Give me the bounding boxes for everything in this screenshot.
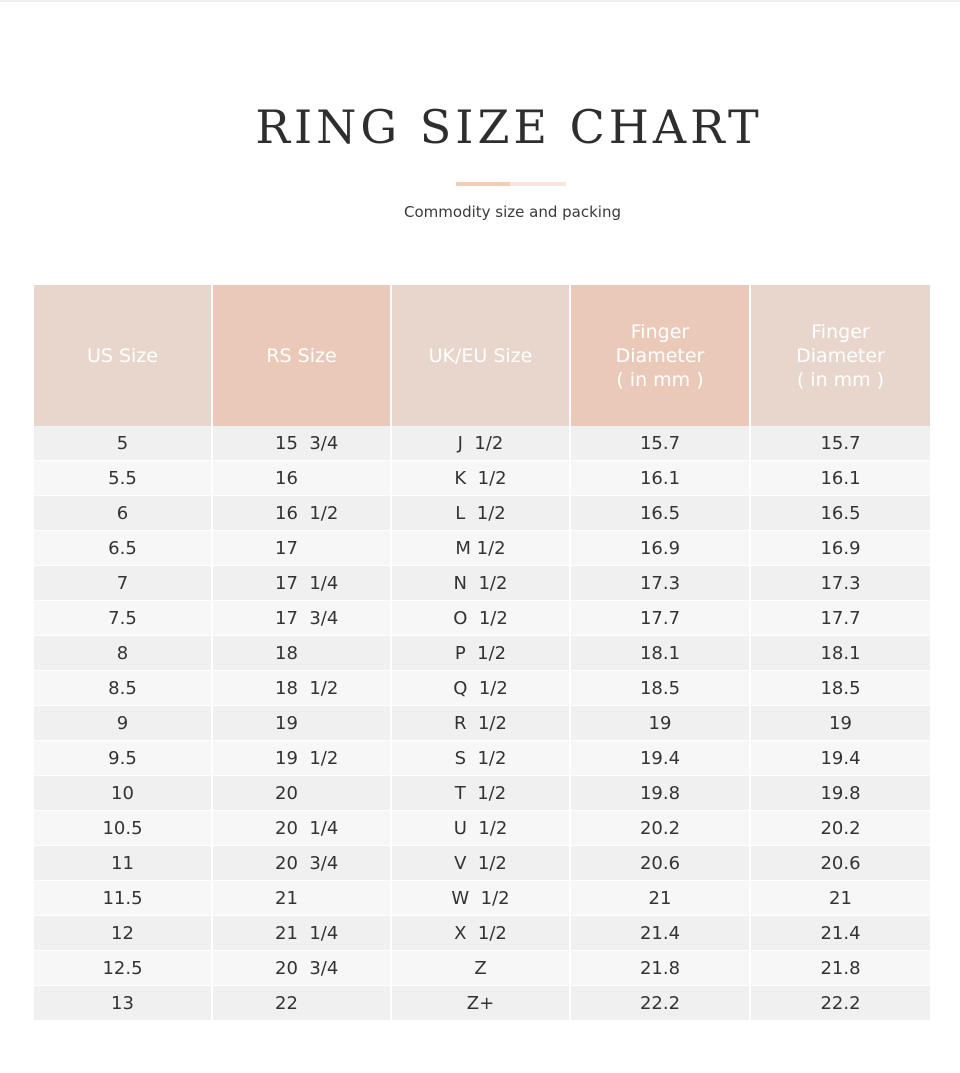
cell-finger-diameter-2 xyxy=(751,426,930,461)
cell-finger-diameter-2 xyxy=(751,846,930,881)
table-row xyxy=(34,986,930,1021)
cell-us-size-value: 10 xyxy=(111,783,134,804)
cell-uk-eu-size xyxy=(392,846,571,881)
cell-finger-diameter-2-value: 20.6 xyxy=(820,853,861,874)
cell-uk-eu-size xyxy=(392,951,571,986)
cell-finger-diameter-2 xyxy=(751,496,930,531)
cell-uk-eu-size-value: W 1/2 xyxy=(451,888,510,909)
cell-uk-eu-size-value: Z+ xyxy=(466,993,495,1014)
cell-uk-eu-size-value: X 1/2 xyxy=(454,923,507,944)
cell-rs-size xyxy=(213,671,392,706)
cell-finger-diameter-1 xyxy=(571,776,751,811)
cell-uk-eu-size-value: Z xyxy=(474,958,487,979)
table-row xyxy=(34,776,930,811)
cell-rs-size-value: 17 xyxy=(275,538,298,559)
cell-finger-diameter-1 xyxy=(571,986,751,1021)
cell-rs-size-value: 20 xyxy=(275,783,298,804)
cell-us-size-value: 9.5 xyxy=(108,748,137,769)
cell-us-size-value: 11 xyxy=(111,853,134,874)
table-row xyxy=(34,671,930,706)
cell-finger-diameter-2-value: 16.5 xyxy=(820,503,861,524)
cell-us-size-value: 12 xyxy=(111,923,134,944)
cell-rs-size-value: 18 xyxy=(275,643,298,664)
cell-rs-size xyxy=(213,531,392,566)
cell-uk-eu-size-value: U 1/2 xyxy=(453,818,508,839)
cell-rs-size-value: 18 1/2 xyxy=(275,678,339,699)
cell-finger-diameter-1 xyxy=(571,916,751,951)
cell-uk-eu-size xyxy=(392,426,571,461)
accent-segment-right xyxy=(510,182,566,186)
cell-rs-size xyxy=(213,986,392,1021)
header-us-size-label: US Size xyxy=(86,344,158,367)
cell-us-size xyxy=(34,601,213,636)
page-subtitle: Commodity size and packing xyxy=(404,203,621,221)
cell-uk-eu-size xyxy=(392,496,571,531)
cell-uk-eu-size xyxy=(392,986,571,1021)
header-finger-diameter-2 xyxy=(751,285,930,426)
cell-uk-eu-size-value: P 1/2 xyxy=(454,643,507,664)
cell-rs-size xyxy=(213,776,392,811)
cell-finger-diameter-1 xyxy=(571,601,751,636)
cell-finger-diameter-2-value: 19.4 xyxy=(820,748,861,769)
cell-rs-size-value: 19 1/2 xyxy=(275,748,339,769)
table-row xyxy=(34,461,930,496)
table-header-row xyxy=(34,285,930,426)
cell-finger-diameter-1-value: 19.8 xyxy=(639,783,681,804)
cell-finger-diameter-1-value: 22.2 xyxy=(639,993,681,1014)
cell-finger-diameter-2-value: 19.8 xyxy=(820,783,861,804)
cell-finger-diameter-2-value: 17.7 xyxy=(820,608,861,629)
cell-finger-diameter-2 xyxy=(751,881,930,916)
cell-rs-size-value: 20 3/4 xyxy=(275,853,339,874)
cell-finger-diameter-1-value: 20.6 xyxy=(639,853,681,874)
cell-uk-eu-size xyxy=(392,671,571,706)
cell-us-size-value: 12.5 xyxy=(102,958,143,979)
cell-us-size xyxy=(34,671,213,706)
cell-uk-eu-size-value: N 1/2 xyxy=(453,573,508,594)
cell-us-size xyxy=(34,741,213,776)
cell-finger-diameter-2 xyxy=(751,531,930,566)
cell-us-size-value: 11.5 xyxy=(102,888,143,909)
cell-rs-size xyxy=(213,426,392,461)
table-row xyxy=(34,916,930,951)
cell-finger-diameter-1 xyxy=(571,671,751,706)
cell-finger-diameter-1 xyxy=(571,846,751,881)
cell-finger-diameter-1-value: 20.2 xyxy=(639,818,681,839)
cell-rs-size-value: 22 xyxy=(275,993,298,1014)
cell-finger-diameter-2 xyxy=(751,951,930,986)
header-finger-diameter-2-line2: Diameter xyxy=(796,344,885,367)
cell-finger-diameter-1-value: 19 xyxy=(648,713,672,734)
cell-finger-diameter-2 xyxy=(751,601,930,636)
cell-uk-eu-size xyxy=(392,601,571,636)
cell-us-size-value: 6 xyxy=(116,503,129,524)
cell-rs-size-value: 20 1/4 xyxy=(275,818,339,839)
cell-finger-diameter-1-value: 21 xyxy=(648,888,672,909)
cell-rs-size xyxy=(213,741,392,776)
cell-us-size xyxy=(34,461,213,496)
cell-finger-diameter-2 xyxy=(751,636,930,671)
cell-uk-eu-size-value: Q 1/2 xyxy=(453,678,508,699)
cell-uk-eu-size-value: T 1/2 xyxy=(454,783,507,804)
cell-rs-size xyxy=(213,916,392,951)
cell-uk-eu-size xyxy=(392,811,571,846)
cell-finger-diameter-2-value: 18.5 xyxy=(820,678,861,699)
table-row xyxy=(34,706,930,741)
table-row xyxy=(34,601,930,636)
header-rs-size xyxy=(213,285,392,426)
cell-finger-diameter-1 xyxy=(571,461,751,496)
cell-finger-diameter-2-value: 16.1 xyxy=(820,468,861,489)
header-finger-diameter-1 xyxy=(571,285,751,426)
header-uk-eu-size-label: UK/EU Size xyxy=(428,344,533,367)
cell-rs-size-value: 21 xyxy=(275,888,298,909)
table-row xyxy=(34,531,930,566)
cell-uk-eu-size xyxy=(392,916,571,951)
table-row xyxy=(34,741,930,776)
cell-rs-size xyxy=(213,951,392,986)
table-row xyxy=(34,636,930,671)
cell-rs-size xyxy=(213,461,392,496)
cell-finger-diameter-1 xyxy=(571,881,751,916)
cell-uk-eu-size-value: R 1/2 xyxy=(454,713,507,734)
header-finger-diameter-2-line1: Finger xyxy=(811,320,870,343)
cell-finger-diameter-2 xyxy=(751,811,930,846)
cell-us-size-value: 8.5 xyxy=(108,678,137,699)
cell-rs-size-value: 21 1/4 xyxy=(275,923,339,944)
cell-finger-diameter-1-value: 15.7 xyxy=(639,433,681,454)
cell-rs-size xyxy=(213,811,392,846)
cell-rs-size-value: 20 3/4 xyxy=(275,958,339,979)
cell-finger-diameter-1-value: 19.4 xyxy=(639,748,681,769)
header-finger-diameter-1-line2: Diameter xyxy=(615,344,705,367)
cell-finger-diameter-1 xyxy=(571,741,751,776)
cell-finger-diameter-1 xyxy=(571,531,751,566)
cell-finger-diameter-2-value: 19 xyxy=(829,713,852,734)
cell-finger-diameter-2-value: 17.3 xyxy=(820,573,861,594)
cell-finger-diameter-1-value: 16.1 xyxy=(639,468,681,489)
top-divider xyxy=(0,0,960,2)
cell-finger-diameter-1-value: 21.4 xyxy=(639,923,681,944)
table-row xyxy=(34,811,930,846)
cell-uk-eu-size-value: M 1/2 xyxy=(455,538,506,559)
cell-us-size xyxy=(34,776,213,811)
table-body xyxy=(34,426,930,1021)
cell-rs-size-value: 19 xyxy=(275,713,298,734)
cell-finger-diameter-2 xyxy=(751,916,930,951)
cell-finger-diameter-2 xyxy=(751,986,930,1021)
ring-size-table xyxy=(34,285,930,1021)
cell-us-size xyxy=(34,496,213,531)
cell-us-size xyxy=(34,846,213,881)
cell-uk-eu-size xyxy=(392,776,571,811)
cell-uk-eu-size-value: L 1/2 xyxy=(455,503,506,524)
header-finger-diameter-1-line3: ( in mm ) xyxy=(616,368,704,391)
cell-finger-diameter-1 xyxy=(571,951,751,986)
cell-finger-diameter-1 xyxy=(571,706,751,741)
cell-us-size xyxy=(34,881,213,916)
cell-finger-diameter-1-value: 17.3 xyxy=(639,573,681,594)
cell-uk-eu-size xyxy=(392,741,571,776)
table-row xyxy=(34,881,930,916)
cell-uk-eu-size-value: V 1/2 xyxy=(454,853,507,874)
table-row xyxy=(34,846,930,881)
cell-us-size xyxy=(34,426,213,461)
header-us-size xyxy=(34,285,213,426)
cell-rs-size xyxy=(213,496,392,531)
cell-finger-diameter-1-value: 16.5 xyxy=(639,503,681,524)
cell-finger-diameter-1-value: 18.1 xyxy=(639,643,681,664)
header-rs-size-label: RS Size xyxy=(266,344,337,367)
cell-uk-eu-size xyxy=(392,881,571,916)
page-title: RING SIZE CHART xyxy=(255,100,763,154)
cell-finger-diameter-2-value: 20.2 xyxy=(820,818,861,839)
cell-us-size-value: 5 xyxy=(116,433,129,454)
title-accent-bar xyxy=(456,182,566,186)
cell-rs-size xyxy=(213,601,392,636)
cell-us-size-value: 13 xyxy=(111,993,134,1014)
cell-us-size-value: 7.5 xyxy=(108,608,137,629)
cell-us-size xyxy=(34,811,213,846)
cell-finger-diameter-1-value: 18.5 xyxy=(639,678,681,699)
cell-uk-eu-size-value: J 1/2 xyxy=(457,433,504,454)
cell-rs-size xyxy=(213,881,392,916)
cell-us-size-value: 8 xyxy=(116,643,129,664)
cell-uk-eu-size-value: O 1/2 xyxy=(453,608,508,629)
cell-finger-diameter-1 xyxy=(571,811,751,846)
cell-rs-size-value: 16 1/2 xyxy=(275,503,339,524)
cell-us-size xyxy=(34,566,213,601)
cell-uk-eu-size xyxy=(392,461,571,496)
table-row xyxy=(34,951,930,986)
table-row xyxy=(34,496,930,531)
cell-finger-diameter-2-value: 15.7 xyxy=(820,433,861,454)
cell-uk-eu-size-value: S 1/2 xyxy=(454,748,507,769)
cell-finger-diameter-2-value: 22.2 xyxy=(820,993,861,1014)
cell-finger-diameter-2-value: 18.1 xyxy=(820,643,861,664)
cell-us-size-value: 6.5 xyxy=(108,538,137,559)
cell-us-size xyxy=(34,531,213,566)
cell-finger-diameter-1 xyxy=(571,566,751,601)
cell-rs-size-value: 16 xyxy=(275,468,298,489)
cell-uk-eu-size xyxy=(392,531,571,566)
cell-finger-diameter-1-value: 16.9 xyxy=(639,538,681,559)
cell-finger-diameter-2-value: 21.8 xyxy=(820,958,861,979)
header-finger-diameter-2-line3: ( in mm ) xyxy=(796,368,885,391)
accent-segment-left xyxy=(456,182,510,186)
cell-finger-diameter-2 xyxy=(751,671,930,706)
cell-finger-diameter-2-value: 16.9 xyxy=(820,538,861,559)
cell-us-size xyxy=(34,916,213,951)
cell-finger-diameter-2 xyxy=(751,741,930,776)
cell-uk-eu-size xyxy=(392,636,571,671)
header-finger-diameter-1-line1: Finger xyxy=(630,320,690,343)
cell-us-size-value: 5.5 xyxy=(108,468,137,489)
cell-finger-diameter-1-value: 21.8 xyxy=(639,958,681,979)
cell-finger-diameter-1 xyxy=(571,636,751,671)
cell-us-size xyxy=(34,951,213,986)
cell-finger-diameter-2-value: 21 xyxy=(829,888,852,909)
cell-finger-diameter-2 xyxy=(751,566,930,601)
cell-us-size xyxy=(34,636,213,671)
cell-uk-eu-size-value: K 1/2 xyxy=(454,468,507,489)
cell-finger-diameter-2 xyxy=(751,776,930,811)
cell-us-size xyxy=(34,706,213,741)
cell-finger-diameter-1-value: 17.7 xyxy=(639,608,681,629)
cell-finger-diameter-1 xyxy=(571,496,751,531)
cell-rs-size xyxy=(213,566,392,601)
cell-us-size xyxy=(34,986,213,1021)
cell-us-size-value: 9 xyxy=(116,713,129,734)
cell-finger-diameter-2-value: 21.4 xyxy=(820,923,861,944)
cell-us-size-value: 10.5 xyxy=(102,818,143,839)
cell-finger-diameter-1 xyxy=(571,426,751,461)
cell-rs-size xyxy=(213,706,392,741)
table-row xyxy=(34,566,930,601)
cell-rs-size-value: 17 3/4 xyxy=(275,608,339,629)
header-uk-eu-size xyxy=(392,285,571,426)
cell-rs-size xyxy=(213,636,392,671)
cell-uk-eu-size xyxy=(392,566,571,601)
cell-rs-size-value: 15 3/4 xyxy=(275,433,339,454)
cell-finger-diameter-2 xyxy=(751,461,930,496)
table-row xyxy=(34,426,930,461)
cell-us-size-value: 7 xyxy=(116,573,129,594)
cell-finger-diameter-2 xyxy=(751,706,930,741)
cell-rs-size-value: 17 1/4 xyxy=(275,573,339,594)
cell-rs-size xyxy=(213,846,392,881)
cell-uk-eu-size xyxy=(392,706,571,741)
